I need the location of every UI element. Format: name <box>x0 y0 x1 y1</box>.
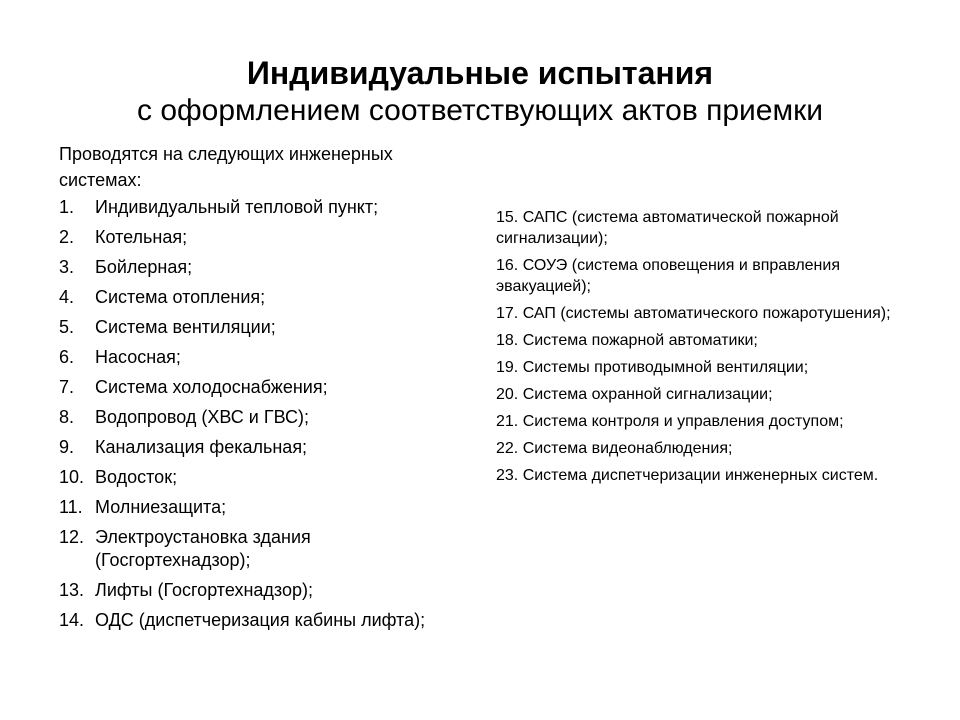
list-item <box>59 376 459 399</box>
list-item-text: Водосток; <box>95 467 178 487</box>
list-item-text: Канализация фекальная; <box>95 437 308 457</box>
list-item: 17. САП (системы автоматического пожаротушения); <box>496 305 891 322</box>
list-item-text: Электроустановка здания (Госгортехнадзор); <box>95 527 311 570</box>
list-item <box>59 196 459 219</box>
list-item-text: Лифты (Госгортехнадзор); <box>95 580 313 600</box>
list-item-text: Насосная; <box>95 347 181 367</box>
list-item-number: 6. <box>59 347 75 367</box>
list-item <box>59 406 459 429</box>
list-item-text: Водопровод (ХВС и ГВС); <box>95 407 309 427</box>
list-item <box>59 316 459 339</box>
list-item: 15. САПС (система автоматической пожарной сигнализации); <box>496 209 839 247</box>
list-item <box>59 579 459 602</box>
intro-text: Проводятся на следующих инженерных системах: <box>59 144 393 190</box>
list-item-number: 1. <box>59 197 75 217</box>
list-item-number: 11. <box>59 497 83 517</box>
list-item-text: Котельная; <box>95 227 188 247</box>
list-item-number: 2. <box>59 227 75 247</box>
list-item-number: 13. <box>59 580 85 600</box>
list-item <box>59 286 459 309</box>
list-item-number: 14. <box>59 610 85 630</box>
list-item: 20. Система охранной сигнализации; <box>496 386 773 403</box>
list-item-text: ОДС (диспетчеризация кабины лифта); <box>95 610 426 630</box>
list-item-text: Индивидуальный тепловой пункт; <box>95 197 379 217</box>
list-item: 22. Система видеонаблюдения; <box>496 440 733 457</box>
list-item <box>59 226 459 249</box>
list-item-number: 8. <box>59 407 75 427</box>
list-item-text: Бойлерная; <box>95 257 193 277</box>
list-item <box>59 496 459 519</box>
list-item-text: Система отопления; <box>95 287 266 307</box>
list-item-number: 5. <box>59 317 75 337</box>
list-item: 18. Система пожарной автоматики; <box>496 332 758 349</box>
list-item <box>59 346 459 369</box>
list-item-number: 7. <box>59 377 75 397</box>
list-item <box>59 526 459 572</box>
list-item-number: 9. <box>59 437 75 457</box>
list-item-text: Молниезащита; <box>95 497 227 517</box>
list-item: 23. Система диспетчеризации инженерных систем. <box>496 467 879 484</box>
list-item-number: 3. <box>59 257 75 277</box>
list-item-number: 12. <box>59 527 85 547</box>
systems-list-left <box>59 196 459 639</box>
list-item: 21. Система контроля и управления доступом; <box>496 413 844 430</box>
list-item-number: 4. <box>59 287 75 307</box>
systems-list-right <box>496 207 916 492</box>
page-subtitle: с оформлением соответствующих актов приемки <box>136 94 823 127</box>
list-item <box>59 466 459 489</box>
list-item-text: Система вентиляции; <box>95 317 276 337</box>
list-item <box>59 436 459 459</box>
list-item <box>59 256 459 279</box>
list-item <box>59 609 459 632</box>
list-item-number: 10. <box>59 467 85 487</box>
list-item-text: Система холодоснабжения; <box>95 377 328 397</box>
list-item: 16. СОУЭ (система оповещения и вправления эвакуацией); <box>496 257 840 295</box>
page-title: Индивидуальные испытания <box>246 55 714 91</box>
list-item: 19. Системы противодымной вентиляции; <box>496 359 809 376</box>
